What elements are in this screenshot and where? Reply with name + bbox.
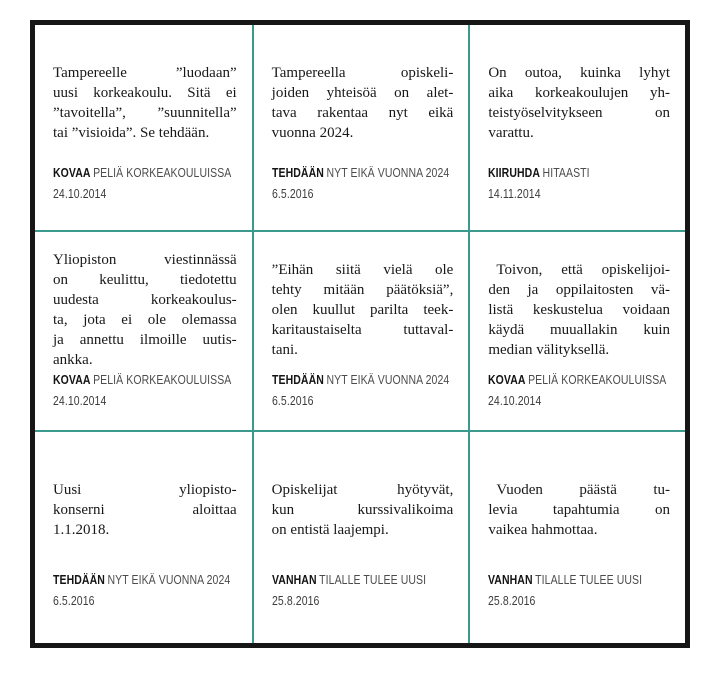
quote-date: 14.11.2014 (488, 187, 541, 201)
quote-card-8 (252, 430, 469, 643)
quote-line: on keulittu, tiedotettu (53, 272, 237, 288)
quote-date: 6.5.2016 (271, 394, 314, 408)
source-keyword: TEHDÄÄN (53, 573, 105, 587)
quote-source (271, 166, 449, 181)
quote-line: uudesta korkeakoulus- (53, 292, 237, 308)
source-rest: TILALLE TULEE UUSI (318, 573, 426, 587)
quote-line: varattu. (488, 125, 534, 141)
quote-line: 1.1.2018. (53, 522, 110, 538)
quote-date: 25.8.2016 (271, 594, 320, 608)
quote-line: Uusi yliopisto- (53, 482, 237, 498)
quote-source (488, 573, 645, 588)
quote-date: 24.10.2014 (53, 394, 107, 408)
quote-line: tani. (271, 342, 298, 358)
quote-text (488, 37, 670, 169)
quote-date: 6.5.2016 (53, 594, 95, 608)
quote-line: listä keskustelua voidaan (488, 302, 670, 318)
quote-line: teistyöselvitykseen on (488, 105, 670, 121)
quote-meta (53, 373, 242, 408)
quote-source (271, 373, 449, 388)
source-rest: NYT EIKÄ VUONNA 2024 (326, 373, 449, 387)
source-rest: PELIÄ KORKEAKOULUISSA (93, 373, 232, 387)
quote-meta (488, 373, 675, 408)
quote-card-6 (468, 230, 685, 430)
quote-source (272, 573, 429, 588)
quote-line: median välityksellä. (488, 342, 610, 358)
source-rest: NYT EIKÄ VUONNA 2024 (107, 573, 231, 587)
quote-line: ta, jota ei ole olemassa (53, 312, 237, 328)
quote-line: ankka. (53, 352, 93, 368)
quote-line: kun kurssivalikoima (271, 502, 454, 518)
quote-line: Yliopiston viestinnässä (53, 252, 237, 268)
quote-line: ”Eihän siitä vielä ole (271, 262, 454, 278)
quote-line: on entistä laajempi. (271, 522, 389, 538)
quote-line: käydä muuallakin kuin (488, 322, 670, 338)
source-keyword: TEHDÄÄN (271, 373, 324, 387)
quote-meta (488, 166, 675, 201)
quote-source (53, 373, 232, 388)
quote-line: joiden yhteisöä on alet- (271, 85, 454, 101)
quote-card-7 (35, 430, 252, 643)
quote-meta (272, 573, 459, 608)
quote-line: Vuoden päästä tu- (496, 482, 670, 498)
quote-date: 25.8.2016 (488, 594, 536, 608)
quote-meta (53, 166, 242, 201)
quote-source (53, 166, 232, 181)
source-rest: PELIÄ KORKEAKOULUISSA (528, 373, 667, 387)
quote-source (488, 166, 645, 181)
quote-meta (488, 573, 675, 608)
quote-line: olen kuullut parilta teek- (271, 302, 454, 318)
quote-line: ”tavoitella”, ”suunnitella” (53, 105, 237, 121)
quote-text (272, 444, 454, 576)
source-keyword: KOVAA (488, 373, 526, 387)
quote-line: vuonna 2024. (271, 125, 354, 141)
source-keyword: KOVAA (53, 373, 91, 387)
source-keyword: TEHDÄÄN (271, 166, 324, 180)
quote-line: aika korkeakoulujen yh- (488, 85, 670, 101)
quote-text (53, 244, 237, 376)
quote-line: den ja oppilaitosten vä- (488, 282, 670, 298)
source-keyword: VANHAN (271, 573, 317, 587)
quote-card-5 (252, 230, 469, 430)
quote-card-9 (468, 430, 685, 643)
quote-text (53, 37, 237, 169)
quote-line: konserni aloittaa (53, 502, 237, 518)
quote-line: Opiskelijat hyötyvät, (271, 482, 454, 498)
quotes-grid-frame (30, 20, 690, 648)
quote-line: uusi korkeakoulu. Sitä ei (53, 85, 237, 101)
quote-card-1 (35, 25, 252, 230)
quote-line: tehty mitään päätöksiä”, (271, 282, 454, 298)
quote-card-2 (252, 25, 469, 230)
quote-line: levia tapahtumia on (488, 502, 670, 518)
source-rest: PELIÄ KORKEAKOULUISSA (93, 166, 232, 180)
quote-source (53, 573, 231, 588)
quote-source (488, 373, 667, 388)
quote-line: Toivon, että opiskelijoi- (496, 262, 670, 278)
source-rest: NYT EIKÄ VUONNA 2024 (326, 166, 449, 180)
quote-text (488, 444, 670, 576)
source-keyword: KIIRUHDA (488, 166, 541, 180)
quote-text (272, 244, 454, 376)
quote-line: ja annettu ilmoille uutis- (53, 332, 237, 348)
quote-card-3 (468, 25, 685, 230)
quote-text (488, 244, 670, 376)
quote-meta (272, 373, 459, 408)
quote-line: Tampereella opiskeli- (271, 65, 454, 81)
quote-text (272, 37, 454, 169)
quote-date: 24.10.2014 (53, 187, 107, 201)
quote-date: 24.10.2014 (488, 394, 542, 408)
quote-line: vaikea hahmottaa. (488, 522, 598, 538)
source-keyword: KOVAA (53, 166, 91, 180)
source-rest: TILALLE TULEE UUSI (535, 573, 643, 587)
quote-line: Tampereelle ”luodaan” (53, 65, 237, 81)
quote-line: On outoa, kuinka lyhyt (488, 65, 670, 81)
quote-line: tava rakentaa nyt eikä (271, 105, 454, 121)
quote-meta (53, 573, 242, 608)
quote-date: 6.5.2016 (271, 187, 314, 201)
source-keyword: VANHAN (488, 573, 533, 587)
quote-line: karitaustaiselta tuttaval- (271, 322, 454, 338)
quote-meta (272, 166, 459, 201)
quote-card-4 (35, 230, 252, 430)
source-rest: HITAASTI (542, 166, 591, 180)
quote-text (53, 444, 237, 576)
quotes-grid (35, 25, 685, 643)
quote-line: tai ”visioida”. Se tehdään. (53, 125, 210, 141)
